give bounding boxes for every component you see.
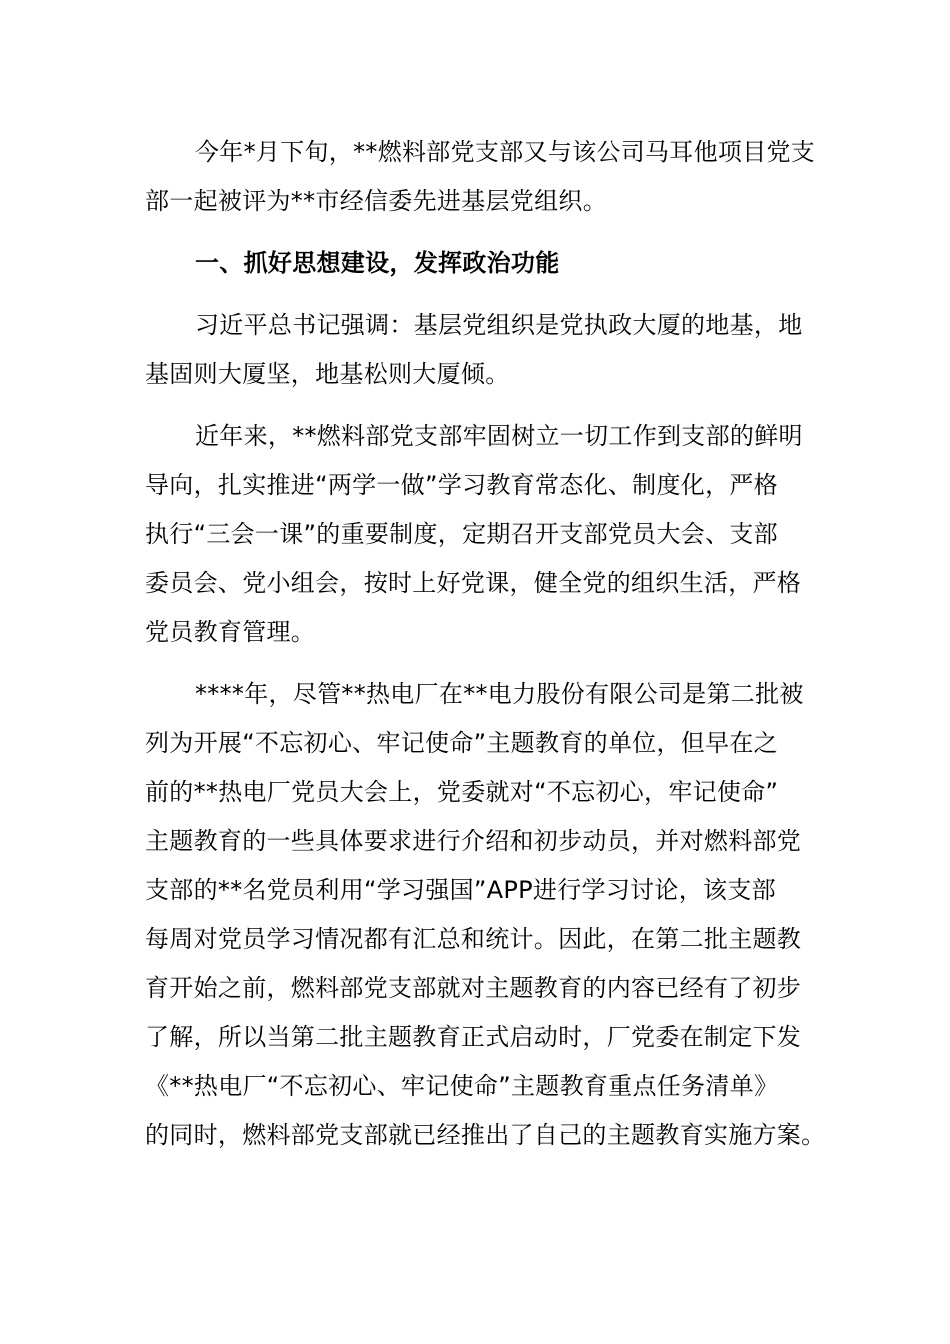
paragraph-line: 党员教育管理。 [145, 618, 316, 646]
paragraph-line: 习近平总书记强调：基层党组织是党执政大厦的地基，地 [195, 311, 803, 339]
paragraph-line: 了解，所以当第二批主题教育正式启动时，厂党委在制定下发 [145, 1023, 802, 1051]
paragraph-line: 主题教育的一些具体要求进行介绍和初步动员，并对燃料部党 [145, 827, 802, 855]
heading-line: 一、抓好思想建设，发挥政治功能 [195, 249, 560, 277]
paragraph-line: 导向，扎实推进“两学一做”学习教育常态化、制度化，严格 [145, 471, 778, 499]
paragraph-theme-education [145, 670, 826, 1160]
paragraph-line: 育开始之前，燃料部党支部就对主题教育的内容已经有了初步 [145, 974, 802, 1002]
paragraph-recent-years [145, 412, 805, 657]
paragraph-line: 支部的**名党员利用“学习强国”APP进行学习讨论，该支部 [145, 876, 776, 904]
paragraph-line: 《**热电厂“不忘初心、牢记使命”主题教育重点任务清单》 [145, 1072, 779, 1100]
paragraph-line: 近年来，**燃料部党支部牢固树立一切工作到支部的鲜明 [195, 422, 803, 450]
paragraph-line: 基固则大厦坚，地基松则大厦倾。 [145, 360, 510, 388]
paragraph-line: ****年，尽管**热电厂在**电力股份有限公司是第二批被 [195, 680, 804, 708]
paragraph-award [145, 128, 816, 226]
section-heading [145, 239, 805, 288]
paragraph-line: 部一起被评为**市经信委先进基层党组织。 [145, 187, 607, 215]
paragraph-quote [145, 301, 805, 399]
paragraph-line: 执行“三会一课”的重要制度，定期召开支部党员大会、支部 [145, 520, 778, 548]
document-body [145, 128, 826, 1173]
paragraph-line: 每周对党员学习情况都有汇总和统计。因此，在第二批主题教 [145, 925, 802, 953]
paragraph-line: 列为开展“不忘初心、牢记使命”主题教育的单位，但早在之 [145, 729, 778, 757]
paragraph-line: 的同时，燃料部党支部就已经推出了自己的主题教育实施方案。 [145, 1121, 826, 1149]
paragraph-line: 今年*月下旬，**燃料部党支部又与该公司马耳他项目党支 [195, 138, 816, 166]
paragraph-line: 委员会、党小组会，按时上好党课，健全党的组织生活，严格 [145, 569, 802, 597]
paragraph-line: 前的**热电厂党员大会上，党委就对“不忘初心，牢记使命” [145, 778, 779, 806]
